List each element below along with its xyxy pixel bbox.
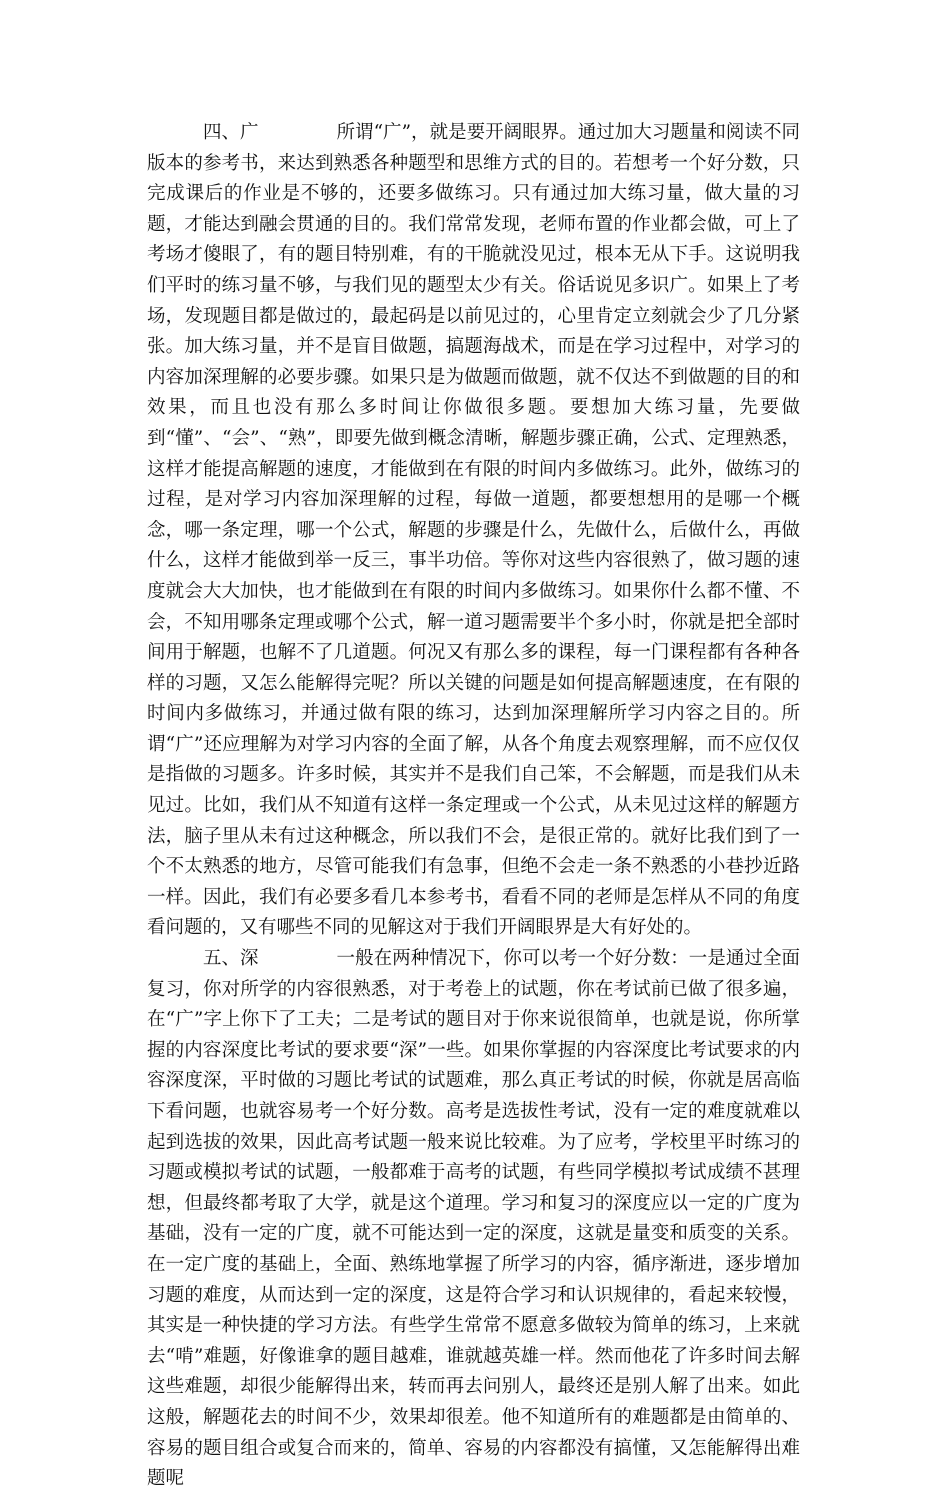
section-shen bbox=[147, 944, 800, 1495]
document-page bbox=[147, 118, 800, 1495]
section-guang bbox=[147, 118, 800, 944]
section-heading: 四、广 bbox=[203, 122, 259, 143]
section-body: 一般在两种情况下，你可以考一个好分数：一是通过全面复习，你对所学的内容很熟悉，对于考卷上的试题，你在考试前已做了很多遍，在“广”字上你下了工夫；二是考试的题目对于你来说很简单，也就是说，你所掌握的内容深度比考试的要求要“深”一些。如果你掌握的内容深度比考试要求的内容深度深，平时做的习题比考试的试题难，那么真正考试的时候，你就是居高临下看问题，也就容易考一个好分数。高考是选拔性考试，没有一定的难度就难以起到选拔的效果，因此高考试题一般来说比较难。为了应考，学校里平时练习的习题或模拟考试的试题，一般都难于高考的试题，有些同学模拟考试成绩不甚理想，但最终都考取了大学，就是这个道理。学习和复习的深度应以一定的广度为基础，没有一定的广度，就不可能达到一定的深度，这就是量变和质变的关系。在一定广度的基础上，全面、熟练地掌握了所学习的内容，循序渐进，逐步增加习题的难度，从而达到一定的深度，这是符合学习和认识规律的，看起来较慢，其实是一种快捷的学习方法。有些学生常常不愿意多做较为简单的练习，上来就去“啃”难题，好像谁拿的题目越难，谁就越英雄一样。然而他花了许多时间去解这些难题，却很少能解得出来，转而再去问别人，最终还是别人解了出来。如此这般，解题花去的时间不少，效果却很差。他不知道所有的难题都是由简单的、容易的题目组合或复合而来的，简单、容易的内容都没有搞懂，又怎能解得出难题呢 bbox=[147, 948, 800, 1490]
section-body: 所谓“广”，就是要开阔眼界。通过加大习题量和阅读不同版本的参考书，来达到熟悉各种题型和思维方式的目的。若想考一个好分数，只完成课后的作业是不够的，还要多做练习。只有通过加大练习量，做大量的习题，才能达到融会贯通的目的。我们常常发现，老师布置的作业都会做，可上了考场才傻眼了，有的题目特别难，有的干脆就没见过，根本无从下手。这说明我们平时的练习量不够，与我们见的题型太少有关。俗话说见多识广。如果上了考场，发现题目都是做过的，最起码是以前见过的，心里肯定立刻就会少了几分紧张。加大练习量，并不是盲目做题，搞题海战术，而是在学习过程中，对学习的内容加深理解的必要步骤。如果只是为做题而做题，就不仅达不到做题的目的和效果，而且也没有那么多时间让你做很多题。要想加大练习量，先要做到“懂”、“会”、“熟”，即要先做到概念清晰，解题步骤正确，公式、定理熟悉，这样才能提高解题的速度，才能做到在有限的时间内多做练习。此外，做练习的过程，是对学习内容加深理解的过程，每做一道题，都要想想用的是哪一个概念，哪一条定理，哪一个公式，解题的步骤是什么，先做什么，后做什么，再做什么，这样才能做到举一反三，事半功倍。等你对这些内容很熟了，做习题的速度就会大大加快，也才能做到在有限的时间内多做练习。如果你什么都不懂、不会，不知用哪条定理或哪个公式，解一道习题需要半个多小时，你就是把全部时间用于解题，也解不了几道题。何况又有那么多的课程，每一门课程都有各种各样的习题，又怎么能解得完呢？所以关键的问题是如何提高解题速度，在有限的时间内多做练习，并通过做有限的练习，达到加深理解所学习内容之目的。所谓“广”还应理解为对学习内容的全面了解，从各个角度去观察理解，而不应仅仅是指做的习题多。许多时候，其实并不是我们自己笨，不会解题，而是我们从未见过。比如，我们从不知道有这样一条定理或一个公式，从未见过这样的解题方法，脑子里从未有过这种概念，所以我们不会，是很正常的。就好比我们到了一个不太熟悉的地方，尽管可能我们有急事，但绝不会走一条不熟悉的小巷抄近路一样。因此，我们有必要多看几本参考书，看看不同的老师是怎样从不同的角度看问题的，又有哪些不同的见解这对于我们开阔眼界是大有好处的。 bbox=[147, 122, 800, 939]
section-heading: 五、深 bbox=[203, 948, 259, 970]
